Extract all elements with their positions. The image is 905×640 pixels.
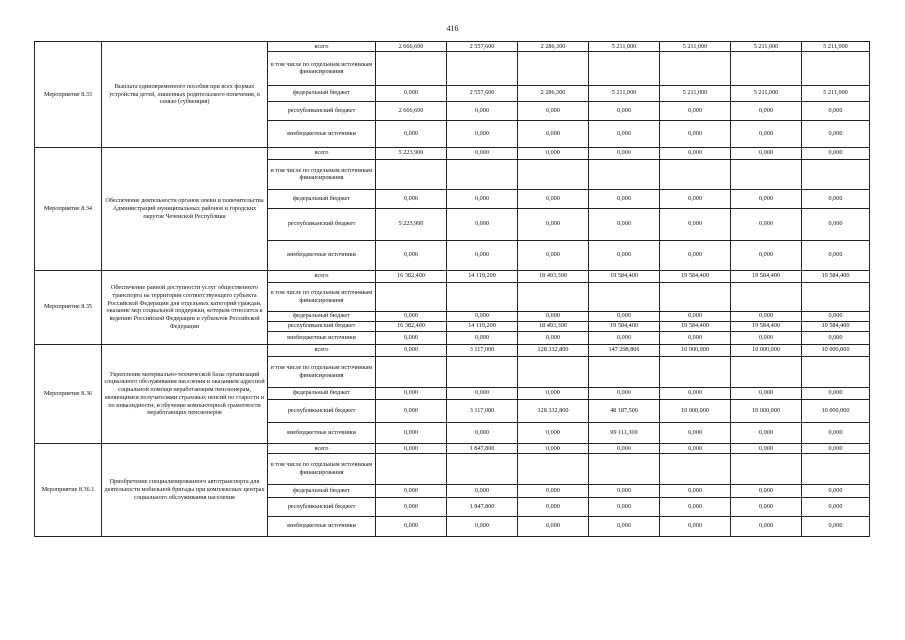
measure-description: Укрепление материально-технической базы организаций социального обслуживания населения и оказанием адресной социальной помощи неработающим пенсионерам, являющимся получателями страховых пенсий по старости и по инвалидности, и обучение компьютерной грамотности неработающих пенсионеров — [102, 344, 268, 443]
funding-source: федеральный бюджет — [268, 484, 376, 497]
amount-cell — [802, 356, 870, 387]
amount-cell: 0,000 — [518, 311, 589, 321]
amount-cell — [376, 356, 447, 387]
amount-cell: 5 211,000 — [589, 42, 660, 52]
amount-cell: 0,000 — [660, 484, 731, 497]
amount-cell: 0,000 — [518, 208, 589, 240]
measure-name: Мероприятие 8.33 — [35, 42, 102, 148]
financing-table — [34, 41, 870, 537]
amount-cell: 0,000 — [376, 240, 447, 270]
funding-source: республиканский бюджет — [268, 321, 376, 331]
funding-source: всего — [268, 147, 376, 159]
amount-cell: 0,000 — [518, 331, 589, 344]
amount-cell — [660, 356, 731, 387]
amount-cell — [447, 51, 518, 85]
amount-cell: 19 584,400 — [589, 321, 660, 331]
amount-cell — [731, 356, 802, 387]
amount-cell: 0,000 — [518, 101, 589, 120]
amount-cell: 0,000 — [447, 331, 518, 344]
amount-cell: 19 584,400 — [589, 270, 660, 282]
amount-cell: 0,000 — [802, 147, 870, 159]
funding-source: федеральный бюджет — [268, 189, 376, 208]
amount-cell: 18 493,300 — [518, 321, 589, 331]
amount-cell: 0,000 — [518, 120, 589, 147]
amount-cell: 10 000,000 — [660, 344, 731, 356]
amount-cell: 0,000 — [376, 422, 447, 443]
amount-cell: 0,000 — [802, 189, 870, 208]
amount-cell: 10 000,000 — [660, 399, 731, 422]
amount-cell — [731, 159, 802, 189]
funding-source: всего — [268, 42, 376, 52]
funding-source: внебюджетные источники — [268, 422, 376, 443]
funding-source: республиканский бюджет — [268, 101, 376, 120]
amount-cell — [589, 282, 660, 311]
amount-cell: 0,000 — [802, 311, 870, 321]
amount-cell: 0,000 — [376, 189, 447, 208]
amount-cell: 0,000 — [660, 516, 731, 536]
measure-description: Приобретение специализированного автотранспорта для деятельности мобильной бригады при комплексных центрах социального обслуживания населения — [102, 443, 268, 536]
amount-cell: 0,000 — [589, 311, 660, 321]
amount-cell: 0,000 — [660, 311, 731, 321]
amount-cell: 19 584,400 — [731, 270, 802, 282]
amount-cell: 1 847,800 — [447, 497, 518, 516]
measure-name: Мероприятие 8.36.1 — [35, 443, 102, 536]
funding-source: в том числе по отдельным источникам финансирования — [268, 159, 376, 189]
amount-cell: 0,000 — [447, 101, 518, 120]
amount-cell: 0,000 — [589, 147, 660, 159]
amount-cell: 0,000 — [660, 387, 731, 399]
amount-cell: 0,000 — [518, 516, 589, 536]
amount-cell: 0,000 — [447, 311, 518, 321]
amount-cell: 0,000 — [802, 208, 870, 240]
amount-cell: 0,000 — [802, 422, 870, 443]
amount-cell: 3 117,000 — [447, 344, 518, 356]
amount-cell — [731, 282, 802, 311]
amount-cell: 0,000 — [447, 484, 518, 497]
funding-source: всего — [268, 270, 376, 282]
table-row-total — [35, 270, 870, 282]
amount-cell: 0,000 — [660, 497, 731, 516]
amount-cell — [589, 453, 660, 484]
amount-cell — [660, 282, 731, 311]
amount-cell: 0,000 — [660, 240, 731, 270]
amount-cell: 0,000 — [731, 516, 802, 536]
amount-cell — [731, 453, 802, 484]
amount-cell: 0,000 — [518, 497, 589, 516]
funding-source: внебюджетные источники — [268, 240, 376, 270]
amount-cell — [376, 453, 447, 484]
amount-cell: 0,000 — [518, 189, 589, 208]
measure-description: Выплата единовременного пособия при всех формах устройства детей, лишенных родительского попечения, в семью (субвенция) — [102, 42, 268, 148]
table-row-total — [35, 344, 870, 356]
measure-name: Мероприятие 8.34 — [35, 147, 102, 270]
amount-cell: 19 584,400 — [802, 321, 870, 331]
amount-cell: 0,000 — [731, 189, 802, 208]
amount-cell: 0,000 — [376, 120, 447, 147]
amount-cell: 5 211,000 — [589, 85, 660, 101]
amount-cell: 0,000 — [660, 189, 731, 208]
amount-cell: 0,000 — [731, 101, 802, 120]
amount-cell: 0,000 — [802, 240, 870, 270]
amount-cell: 48 187,506 — [589, 399, 660, 422]
amount-cell: 0,000 — [660, 331, 731, 344]
amount-cell: 0,000 — [589, 120, 660, 147]
amount-cell: 0,000 — [518, 484, 589, 497]
amount-cell: 0,000 — [731, 443, 802, 453]
amount-cell — [447, 159, 518, 189]
amount-cell — [802, 453, 870, 484]
funding-source: внебюджетные источники — [268, 516, 376, 536]
amount-cell: 19 584,400 — [731, 321, 802, 331]
amount-cell — [447, 282, 518, 311]
amount-cell: 0,000 — [589, 101, 660, 120]
amount-cell: 0,000 — [802, 331, 870, 344]
funding-source: республиканский бюджет — [268, 208, 376, 240]
measure-name: Мероприятие 8.36 — [35, 344, 102, 443]
amount-cell: 2 666,600 — [376, 101, 447, 120]
amount-cell: 10 000,000 — [731, 344, 802, 356]
amount-cell — [589, 356, 660, 387]
funding-source: в том числе по отдельным источникам финансирования — [268, 282, 376, 311]
amount-cell — [447, 356, 518, 387]
amount-cell: 2 286,300 — [518, 42, 589, 52]
amount-cell: 0,000 — [589, 189, 660, 208]
amount-cell: 2 286,300 — [518, 85, 589, 101]
amount-cell — [802, 51, 870, 85]
amount-cell — [589, 51, 660, 85]
funding-source: в том числе по отдельным источникам финансирования — [268, 51, 376, 85]
amount-cell: 19 584,400 — [660, 270, 731, 282]
amount-cell: 128 332,800 — [518, 344, 589, 356]
amount-cell: 0,000 — [518, 422, 589, 443]
amount-cell: 0,000 — [376, 331, 447, 344]
amount-cell: 0,000 — [802, 497, 870, 516]
amount-cell: 0,000 — [447, 208, 518, 240]
funding-source: федеральный бюджет — [268, 311, 376, 321]
funding-source: внебюджетные источники — [268, 331, 376, 344]
amount-cell: 5 211,000 — [660, 42, 731, 52]
amount-cell: 0,000 — [518, 443, 589, 453]
amount-cell: 0,000 — [589, 387, 660, 399]
amount-cell — [802, 282, 870, 311]
funding-source: в том числе по отдельным источникам финансирования — [268, 453, 376, 484]
amount-cell — [518, 356, 589, 387]
amount-cell: 2 557,600 — [447, 42, 518, 52]
funding-source: республиканский бюджет — [268, 497, 376, 516]
amount-cell — [518, 453, 589, 484]
funding-source: республиканский бюджет — [268, 399, 376, 422]
page-number: 416 — [446, 24, 459, 33]
funding-source: всего — [268, 443, 376, 453]
amount-cell: 0,000 — [447, 147, 518, 159]
amount-cell: 0,000 — [731, 497, 802, 516]
amount-cell — [660, 159, 731, 189]
table-row-total — [35, 42, 870, 52]
amount-cell: 16 382,400 — [376, 270, 447, 282]
amount-cell: 0,000 — [660, 208, 731, 240]
amount-cell: 16 382,400 — [376, 321, 447, 331]
amount-cell: 0,000 — [731, 147, 802, 159]
amount-cell — [447, 453, 518, 484]
amount-cell: 0,000 — [660, 443, 731, 453]
amount-cell: 0,000 — [376, 85, 447, 101]
funding-source: всего — [268, 344, 376, 356]
amount-cell: 0,000 — [376, 516, 447, 536]
amount-cell: 2 666,600 — [376, 42, 447, 52]
amount-cell: 0,000 — [447, 516, 518, 536]
amount-cell: 0,000 — [731, 422, 802, 443]
amount-cell: 0,000 — [518, 147, 589, 159]
amount-cell — [376, 282, 447, 311]
amount-cell: 0,000 — [589, 497, 660, 516]
amount-cell: 18 493,300 — [518, 270, 589, 282]
amount-cell: 0,000 — [447, 422, 518, 443]
funding-source: федеральный бюджет — [268, 387, 376, 399]
amount-cell: 0,000 — [376, 484, 447, 497]
amount-cell: 0,000 — [660, 422, 731, 443]
amount-cell: 14 119,200 — [447, 270, 518, 282]
funding-source: федеральный бюджет — [268, 85, 376, 101]
amount-cell: 0,000 — [518, 240, 589, 270]
amount-cell: 5 211,000 — [660, 85, 731, 101]
amount-cell: 5 211,000 — [802, 85, 870, 101]
amount-cell: 10 000,000 — [802, 344, 870, 356]
amount-cell: 0,000 — [589, 208, 660, 240]
table-row-total — [35, 443, 870, 453]
amount-cell — [660, 51, 731, 85]
amount-cell: 5 211,000 — [802, 42, 870, 52]
amount-cell: 0,000 — [447, 387, 518, 399]
amount-cell: 0,000 — [802, 387, 870, 399]
amount-cell: 10 000,000 — [802, 399, 870, 422]
amount-cell — [376, 51, 447, 85]
amount-cell: 0,000 — [802, 120, 870, 147]
amount-cell: 99 111,300 — [589, 422, 660, 443]
table-row-total — [35, 147, 870, 159]
amount-cell: 0,000 — [376, 443, 447, 453]
amount-cell: 0,000 — [731, 208, 802, 240]
amount-cell: 0,000 — [731, 387, 802, 399]
amount-cell: 19 584,400 — [802, 270, 870, 282]
measure-name: Мероприятие 8.35 — [35, 270, 102, 344]
amount-cell: 0,000 — [376, 387, 447, 399]
funding-source: внебюджетные источники — [268, 120, 376, 147]
amount-cell: 14 119,200 — [447, 321, 518, 331]
amount-cell: 0,000 — [731, 484, 802, 497]
amount-cell: 0,000 — [376, 344, 447, 356]
amount-cell — [518, 51, 589, 85]
amount-cell: 0,000 — [731, 120, 802, 147]
amount-cell: 2 557,600 — [447, 85, 518, 101]
amount-cell: 0,000 — [802, 101, 870, 120]
amount-cell: 0,000 — [660, 147, 731, 159]
amount-cell: 0,000 — [660, 101, 731, 120]
amount-cell: 0,000 — [802, 516, 870, 536]
amount-cell: 19 584,400 — [660, 321, 731, 331]
amount-cell — [731, 51, 802, 85]
amount-cell: 0,000 — [660, 120, 731, 147]
amount-cell: 10 000,000 — [731, 399, 802, 422]
amount-cell — [376, 159, 447, 189]
amount-cell: 0,000 — [731, 311, 802, 321]
amount-cell: 5 211,000 — [731, 42, 802, 52]
amount-cell: 0,000 — [376, 311, 447, 321]
amount-cell: 0,000 — [731, 331, 802, 344]
amount-cell: 5 223,900 — [376, 208, 447, 240]
amount-cell: 0,000 — [518, 387, 589, 399]
amount-cell: 128 332,800 — [518, 399, 589, 422]
amount-cell: 0,000 — [447, 189, 518, 208]
amount-cell: 5 223,900 — [376, 147, 447, 159]
amount-cell — [518, 159, 589, 189]
amount-cell — [518, 282, 589, 311]
amount-cell: 5 211,000 — [731, 85, 802, 101]
amount-cell: 3 117,000 — [447, 399, 518, 422]
measure-description: Обеспечение равной доступности услуг общественного транспорта на территории соответствующего субъекта Российской Федерации для отдельных категорий граждан, оказание мер социальной поддержки, которым относится к ведению Российской Федерации и субъектов Российской Федерации — [102, 270, 268, 344]
amount-cell: 0,000 — [447, 240, 518, 270]
amount-cell: 0,000 — [802, 484, 870, 497]
amount-cell: 147 298,806 — [589, 344, 660, 356]
amount-cell: 0,000 — [589, 443, 660, 453]
amount-cell: 0,000 — [589, 516, 660, 536]
amount-cell: 1 847,800 — [447, 443, 518, 453]
amount-cell — [802, 159, 870, 189]
amount-cell: 0,000 — [589, 240, 660, 270]
measure-description: Обеспечение деятельности органов опеки и попечительства Администраций муниципальных районов и городских округов Чеченской Республики — [102, 147, 268, 270]
amount-cell: 0,000 — [731, 240, 802, 270]
amount-cell — [660, 453, 731, 484]
amount-cell — [589, 159, 660, 189]
amount-cell: 0,000 — [447, 120, 518, 147]
amount-cell: 0,000 — [589, 331, 660, 344]
amount-cell: 0,000 — [802, 443, 870, 453]
amount-cell: 0,000 — [589, 484, 660, 497]
amount-cell: 0,000 — [376, 399, 447, 422]
funding-source: в том числе по отдельным источникам финансирования — [268, 356, 376, 387]
amount-cell: 0,000 — [376, 497, 447, 516]
